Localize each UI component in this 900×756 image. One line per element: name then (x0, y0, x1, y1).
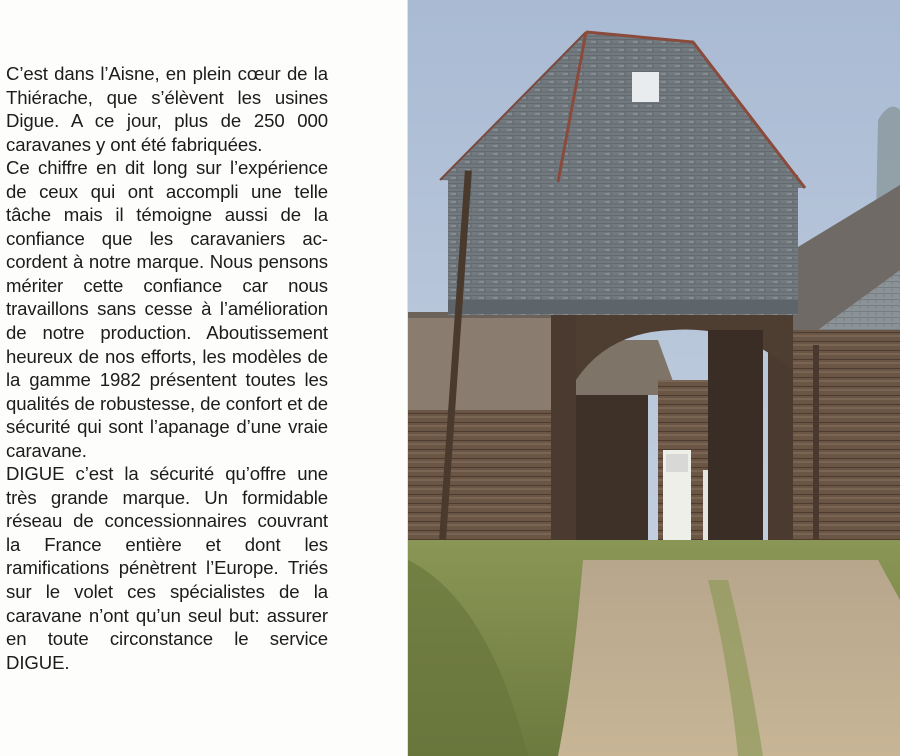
paragraph-network: DIGUE c’est la sécurité qu’offre une très grande marque. Un formidable réseau de concessionnaires couvrant la France entière et dont les ramifications pénètrent l’Europe. Triés sur le volet ces spécialistes de la caravane n’ont qu’un seul but: assurer en toute circonstance le service DIGUE. (6, 463, 328, 673)
photo-illustration (408, 0, 900, 756)
left-barn-roof (408, 312, 573, 410)
article-body (6, 62, 328, 674)
dormer-window (632, 72, 659, 102)
right-barn-wall (788, 330, 900, 555)
left-barn-wall (408, 410, 568, 545)
paragraph-experience: Ce chiffre en dit long sur l’expérience de ceux qui ont accompli une telle tâche mais il témoigne aussi de la confiance que les caravaniers accordent à notre marque. Nous pensons mériter cette confiance car nous travaillons sans cesse à l’amélioration de notre production. Aboutissement heureux de nos efforts, les modèles de la gamme 1982 présentent toutes les qualités de robustesse, de confort et de sécurité qui sont l’apanage d’une vraie caravane. (6, 157, 328, 461)
paragraph-intro: C’est dans l’Aisne, en plein cœur de la Thiérache, que s’élèvent les usines Digue. A ce jour, plus de 250 000 caravanes y ont été fabriquées. (6, 63, 328, 155)
tower-body (448, 175, 798, 315)
farm-gatehouse-photo (408, 0, 900, 756)
gate-post-left (551, 315, 576, 565)
text-column (0, 0, 408, 756)
